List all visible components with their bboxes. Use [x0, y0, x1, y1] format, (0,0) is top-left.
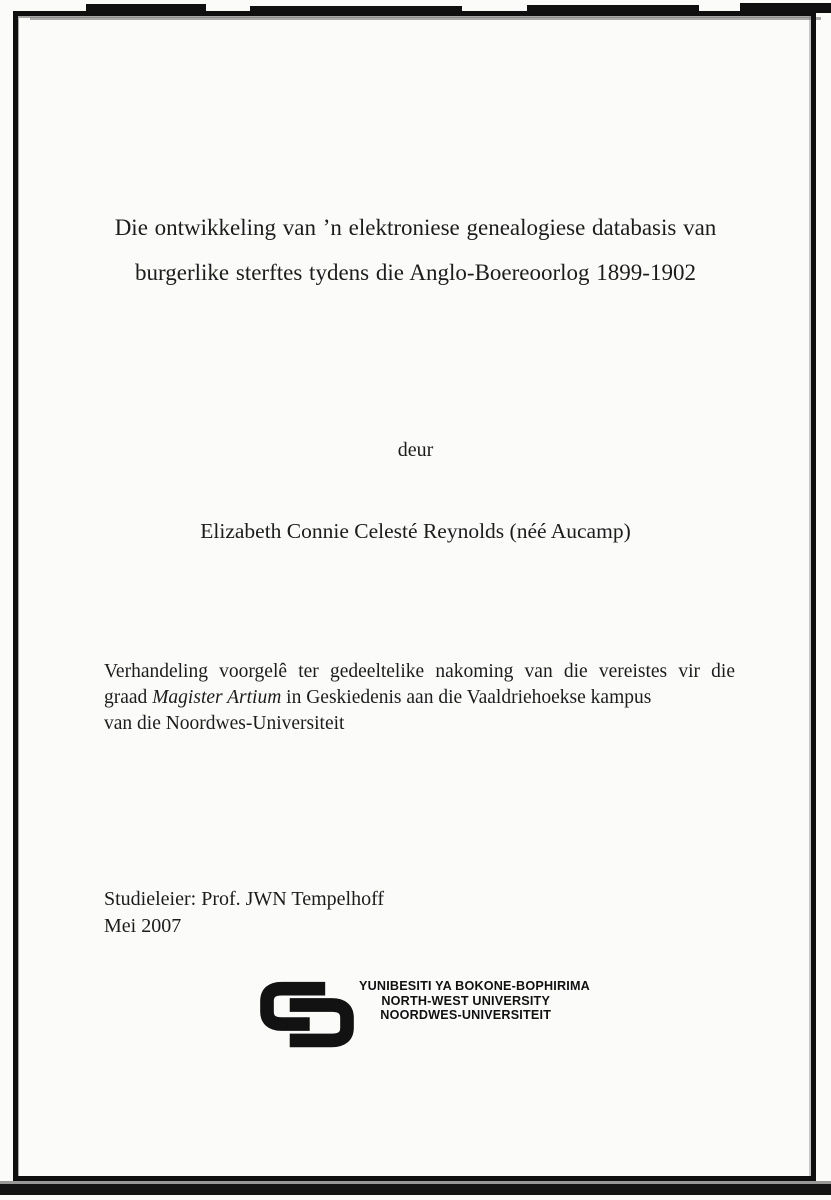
title-line-2: burgerlike sterftes tydens die Anglo-Boereoorlog 1899-1902	[135, 260, 696, 285]
byline-deur: deur	[397, 439, 434, 461]
statement-line-2-suffix: in Geskiedenis aan die Vaaldriehoekse kampus	[281, 687, 652, 708]
university-name-english: NORTH-WEST UNIVERSITY	[381, 992, 551, 1008]
submission-statement	[104, 659, 735, 737]
thesis-title	[60, 205, 771, 295]
statement-line-2-prefix: graad	[104, 687, 153, 708]
scan-artifact-bottom-bar	[0, 1184, 831, 1195]
supervisor-line: Studieleier: Prof. JWN Tempelhoff	[104, 888, 385, 910]
university-name-setswana: YUNIBESITI YA BOKONE-BOPHIRIMA	[359, 978, 590, 993]
date-line: Mei 2007	[104, 915, 182, 937]
statement-line-3: van die Noordwes-Universiteit	[104, 713, 345, 734]
statement-line-2	[104, 685, 735, 711]
supervisor-block	[104, 886, 384, 940]
title-line-1: Die ontwikkeling van ’n elektroniese genealogiese databasis van	[114, 215, 717, 240]
author-name: Elizabeth Connie Celesté Reynolds (néé Aucamp)	[200, 519, 631, 543]
university-name-afrikaans: NOORDWES-UNIVERSITEIT	[380, 1007, 552, 1022]
university-logo	[257, 976, 590, 1054]
degree-name-italic: Magister Artium	[152, 687, 282, 708]
statement-line-1: Verhandeling voorgelê ter gedeeltelike nakoming van die vereistes vir die	[104, 661, 735, 682]
nwu-chain-links-logo-icon	[257, 976, 357, 1054]
university-name-block	[359, 978, 590, 1023]
